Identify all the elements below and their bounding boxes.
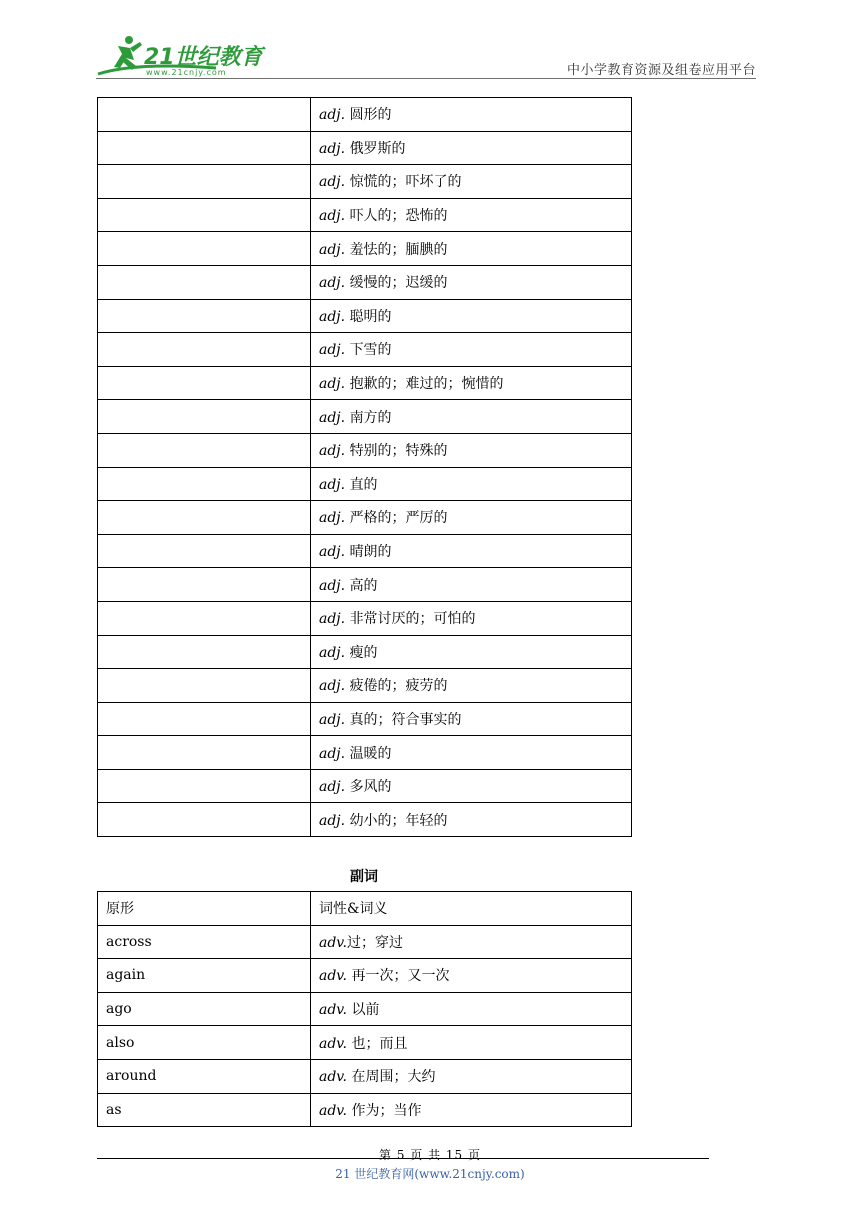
- meaning-text: 羞怯的；腼腆的: [349, 241, 448, 258]
- word-cell: [98, 769, 311, 803]
- meaning-text: 直的: [349, 476, 378, 493]
- part-of-speech: adj.: [319, 342, 346, 359]
- table-row: [98, 635, 632, 669]
- meaning-cell: [311, 992, 632, 1026]
- word-cell: [98, 333, 311, 367]
- meaning-cell: [311, 98, 632, 132]
- table-row: [98, 299, 632, 333]
- part-of-speech: adv.: [319, 1102, 348, 1119]
- logo-sub-text: www.21cnjy.com: [146, 68, 227, 77]
- word-cell: [98, 534, 311, 568]
- meaning-text: 吓人的；恐怖的: [349, 208, 448, 225]
- meaning-cell: [311, 433, 632, 467]
- table-row: [98, 165, 632, 199]
- meaning-cell: [311, 165, 632, 199]
- meaning-cell: [311, 366, 632, 400]
- meaning-text: 南方的: [349, 409, 392, 426]
- table-row: [98, 198, 632, 232]
- word-cell: [98, 501, 311, 535]
- meaning-cell: [311, 299, 632, 333]
- part-of-speech: adj.: [319, 208, 346, 225]
- logo-main-text: 21世纪教育: [144, 45, 263, 70]
- table-row: [98, 959, 632, 993]
- table-row: [98, 601, 632, 635]
- word-cell: [98, 702, 311, 736]
- meaning-cell: [311, 601, 632, 635]
- part-of-speech: adj.: [319, 644, 346, 661]
- part-of-speech: adv.: [319, 1035, 348, 1052]
- part-of-speech: adj.: [319, 745, 346, 762]
- word-cell: [98, 601, 311, 635]
- table-row: [98, 769, 632, 803]
- part-of-speech: adj.: [319, 409, 346, 426]
- part-of-speech: adj.: [319, 275, 346, 292]
- part-of-speech: adv.: [319, 968, 348, 985]
- table-row: [98, 1059, 632, 1093]
- part-of-speech: adj.: [319, 711, 346, 728]
- word-cell: [98, 265, 311, 299]
- meaning-text: 温暖的: [349, 745, 392, 762]
- meaning-text: 真的；符合事实的: [349, 711, 462, 728]
- adjective-table: [97, 97, 632, 837]
- part-of-speech: adj.: [319, 308, 346, 325]
- meaning-cell: [311, 1026, 632, 1060]
- meaning-text: 非常讨厌的；可怕的: [349, 611, 476, 628]
- page-number: 第 5 页 共 15 页: [379, 1148, 481, 1162]
- meaning-text: 再一次；又一次: [351, 968, 450, 985]
- meaning-text: 在周围；大约: [351, 1069, 436, 1086]
- meaning-cell: [311, 959, 632, 993]
- meaning-text: 缓慢的；迟缓的: [349, 275, 448, 292]
- meaning-text: 特别的；特殊的: [349, 443, 448, 460]
- meaning-text: 也；而且: [351, 1035, 408, 1052]
- logo: [96, 34, 286, 80]
- meaning-cell: [311, 702, 632, 736]
- meaning-cell: [311, 501, 632, 535]
- meaning-cell: [311, 198, 632, 232]
- word-cell: [98, 803, 311, 837]
- meaning-text: 惊慌的；吓坏了的: [349, 174, 462, 191]
- word-cell: [98, 366, 311, 400]
- part-of-speech: adj.: [319, 140, 346, 157]
- word-cell: again: [98, 959, 311, 993]
- word-cell: [98, 131, 311, 165]
- word-cell: also: [98, 1026, 311, 1060]
- word-cell: across: [98, 925, 311, 959]
- meaning-cell: [311, 803, 632, 837]
- table-row: [98, 433, 632, 467]
- word-cell: [98, 198, 311, 232]
- table-row: [98, 467, 632, 501]
- word-cell: [98, 635, 311, 669]
- table-row: [98, 1093, 632, 1127]
- part-of-speech: adj.: [319, 376, 346, 393]
- adverb-table: [97, 891, 632, 1127]
- table-row: [98, 265, 632, 299]
- page-header: [0, 0, 860, 84]
- meaning-text: 严格的；严厉的: [349, 510, 448, 527]
- table-row: [98, 1026, 632, 1060]
- table-row: [98, 669, 632, 703]
- meaning-cell: [311, 333, 632, 367]
- part-of-speech: adj.: [319, 510, 346, 527]
- part-of-speech: adj.: [319, 174, 346, 191]
- word-cell: [98, 98, 311, 132]
- table-row: [98, 232, 632, 266]
- word-cell: [98, 568, 311, 602]
- table-row: [98, 568, 632, 602]
- meaning-cell: [311, 400, 632, 434]
- meaning-text: 聪明的: [349, 308, 392, 325]
- part-of-speech: adj.: [319, 241, 346, 258]
- word-cell: ago: [98, 992, 311, 1026]
- word-cell: [98, 736, 311, 770]
- meaning-text: 幼小的；年轻的: [349, 812, 448, 829]
- meaning-text: 高的: [349, 577, 378, 594]
- section-title-adverbs: 副词: [350, 869, 378, 885]
- platform-name: 中小学教育资源及组卷应用平台: [566, 63, 756, 78]
- word-cell: [98, 165, 311, 199]
- part-of-speech: adv.: [319, 934, 348, 951]
- part-of-speech: adj.: [319, 443, 346, 460]
- meaning-text: 圆形的: [349, 107, 392, 124]
- table-row: [98, 736, 632, 770]
- word-cell: [98, 400, 311, 434]
- table-row: [98, 366, 632, 400]
- table-row: [98, 925, 632, 959]
- word-cell: around: [98, 1059, 311, 1093]
- part-of-speech: adv.: [319, 1069, 348, 1086]
- meaning-text: 以前: [351, 1002, 380, 1019]
- part-of-speech: adj.: [319, 544, 346, 561]
- meaning-cell: [311, 736, 632, 770]
- part-of-speech: adj.: [319, 779, 346, 796]
- word-cell: [98, 299, 311, 333]
- meaning-text: 抱歉的；难过的；惋惜的: [349, 376, 504, 393]
- meaning-cell: [311, 635, 632, 669]
- meaning-cell: [311, 232, 632, 266]
- table-row: [98, 333, 632, 367]
- header-divider: [96, 78, 756, 79]
- meaning-cell: [311, 265, 632, 299]
- table-row: [98, 400, 632, 434]
- meaning-text: 多风的: [349, 779, 392, 796]
- table-row: [98, 534, 632, 568]
- meaning-text: 瘦的: [349, 644, 378, 661]
- meaning-cell: [311, 769, 632, 803]
- table-row: [98, 702, 632, 736]
- part-of-speech: adj.: [319, 678, 346, 695]
- meaning-text: 俄罗斯的: [349, 140, 406, 157]
- meaning-cell: [311, 534, 632, 568]
- footer-divider: [97, 1158, 709, 1159]
- meaning-cell: [311, 1093, 632, 1127]
- table-row: [98, 131, 632, 165]
- word-cell: as: [98, 1093, 311, 1127]
- table-row: [98, 803, 632, 837]
- meaning-cell: [311, 467, 632, 501]
- table-row: [98, 98, 632, 132]
- word-cell: [98, 669, 311, 703]
- table-row: [98, 992, 632, 1026]
- part-of-speech: adj.: [319, 611, 346, 628]
- meaning-cell: [311, 131, 632, 165]
- part-of-speech: adv.: [319, 1002, 348, 1019]
- column-header-base-form: 原形: [98, 892, 311, 926]
- table-header-row: [98, 892, 632, 926]
- meaning-cell: [311, 568, 632, 602]
- word-cell: [98, 433, 311, 467]
- word-cell: [98, 467, 311, 501]
- part-of-speech: adj.: [319, 812, 346, 829]
- meaning-text: 疲倦的；疲劳的: [349, 678, 448, 695]
- meaning-text: 晴朗的: [349, 544, 392, 561]
- meaning-cell: [311, 925, 632, 959]
- meaning-text: 过；穿过: [347, 934, 404, 951]
- meaning-text: 下雪的: [349, 342, 392, 359]
- column-header-pos-meaning: 词性&词义: [311, 892, 632, 926]
- part-of-speech: adj.: [319, 577, 346, 594]
- part-of-speech: adj.: [319, 476, 346, 493]
- word-cell: [98, 232, 311, 266]
- table-row: [98, 501, 632, 535]
- meaning-cell: [311, 669, 632, 703]
- footer-site: 21 世纪教育网(www.21cnjy.com): [335, 1167, 525, 1181]
- meaning-text: 作为；当作: [351, 1102, 422, 1119]
- part-of-speech: adj.: [319, 107, 346, 124]
- meaning-cell: [311, 1059, 632, 1093]
